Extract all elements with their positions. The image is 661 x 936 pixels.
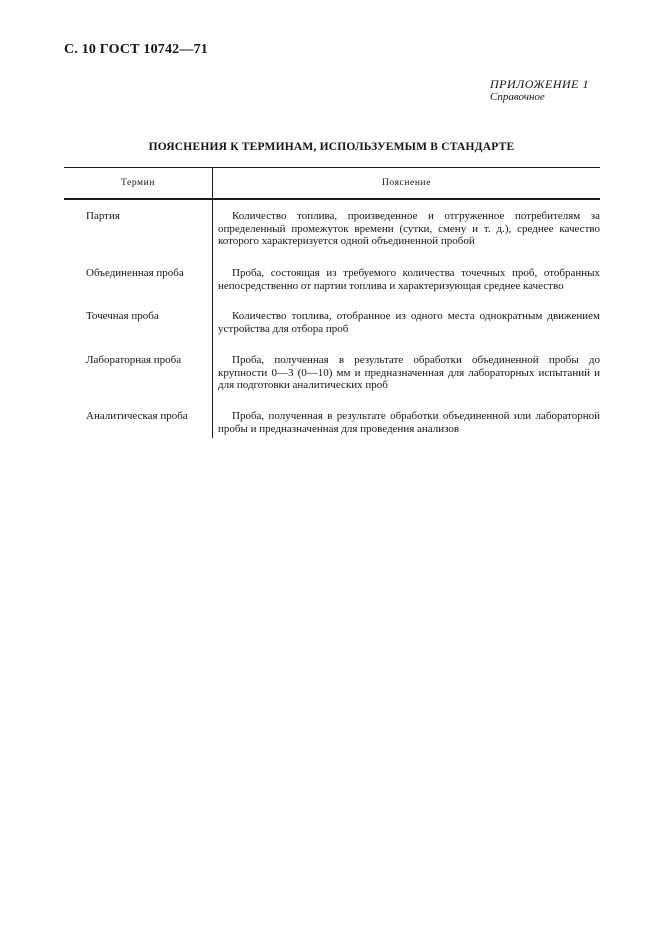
terms-table <box>64 167 600 438</box>
definition-cell: Проба, состоящая из требуемого количества точечных проб, отобранных непосредственно от партии топлива и характеризующая среднее качество <box>218 267 600 292</box>
term-cell: Точечная проба <box>86 310 159 322</box>
table-header <box>64 168 600 198</box>
table-row <box>64 258 600 301</box>
column-header-explanation: Пояснение <box>212 168 600 198</box>
table-body <box>64 200 600 438</box>
term-cell: Аналитическая проба <box>86 410 188 422</box>
table-row <box>64 301 600 344</box>
appendix-type: Справочное <box>490 91 545 103</box>
definition-cell: Проба, полученная в результате обработки объединенной или лабораторной пробы и предназначенная для проведения анализов <box>218 410 600 435</box>
definition-cell: Проба, полученная в результате обработки объединенной пробы до крупности 0—3 (0—10) мм и предназначенная для лабораторных испытаний и для подготовки аналитических проб <box>218 354 600 391</box>
appendix-number: ПРИЛОЖЕНИЕ 1 <box>490 77 589 91</box>
table-row <box>64 200 600 258</box>
appendix-label <box>490 78 589 104</box>
table-row <box>64 344 600 401</box>
document-title: ПОЯСНЕНИЯ К ТЕРМИНАМ, ИСПОЛЬЗУЕМЫМ В СТАНДАРТЕ <box>148 141 515 153</box>
term-cell: Объединенная проба <box>86 267 184 279</box>
definition-cell: Количество топлива, произведенное и отгруженное потребителям за определенный промежуток времени (сутки, смену и т. д.), среднее качество которого характеризуется одной объединенной пробой <box>218 210 600 247</box>
table-row <box>64 401 600 438</box>
term-cell: Лабораторная проба <box>86 354 182 366</box>
term-cell: Партия <box>86 210 120 222</box>
column-header-term: Термин <box>120 178 156 188</box>
page-header: С. 10 ГОСТ 10742—71 <box>64 42 208 57</box>
definition-cell: Количество топлива, отобранное из одного места однократным движением устройства для отбора проб <box>218 310 600 335</box>
